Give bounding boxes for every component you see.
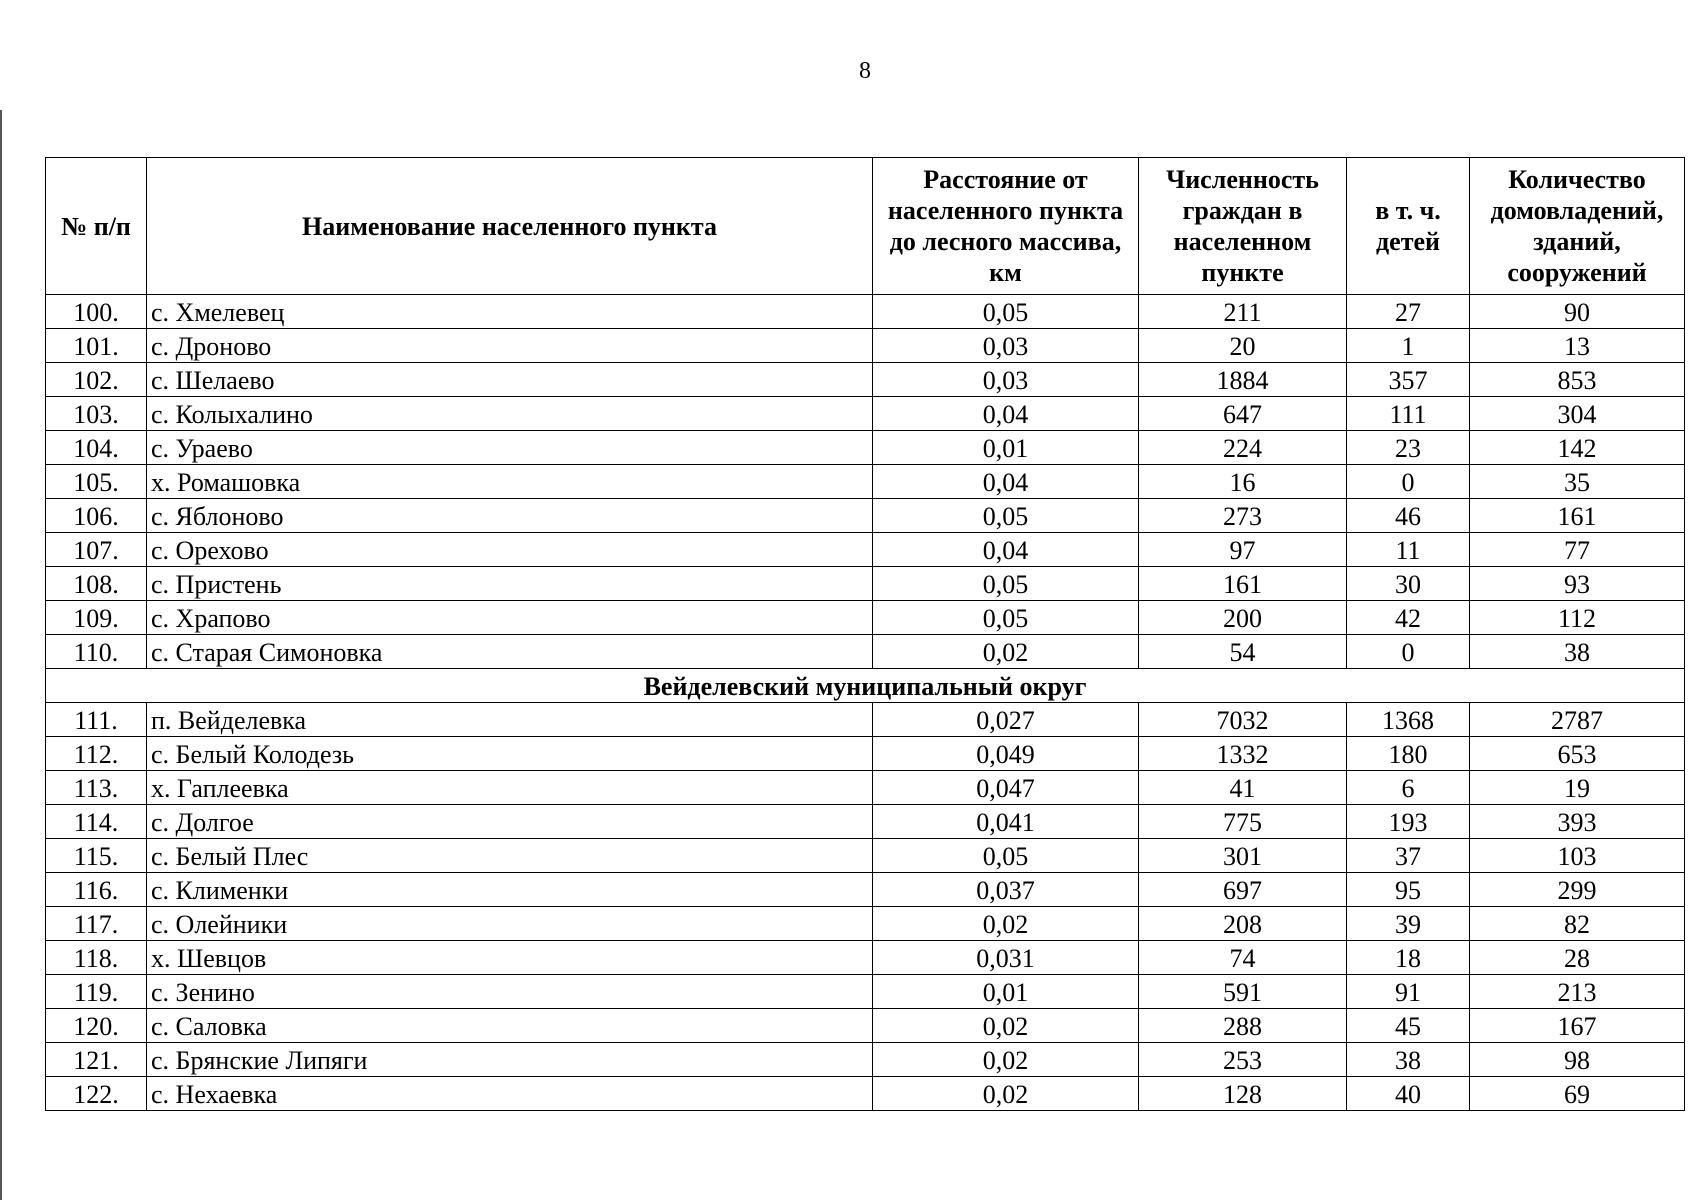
population-count: 54 (1139, 635, 1347, 669)
population-count: 1332 (1139, 737, 1347, 771)
settlements-table (45, 157, 1685, 1111)
table-row (46, 465, 1685, 499)
settlement-name: с. Белый Колодезь (147, 737, 873, 771)
section-body (46, 669, 1685, 703)
distance-to-forest: 0,03 (873, 363, 1139, 397)
population-count: 16 (1139, 465, 1347, 499)
distance-to-forest: 0,01 (873, 975, 1139, 1009)
table-row (46, 771, 1685, 805)
row-number: 100. (46, 295, 147, 329)
row-number: 104. (46, 431, 147, 465)
children-count: 27 (1347, 295, 1470, 329)
section-row (46, 669, 1685, 703)
row-number: 114. (46, 805, 147, 839)
buildings-count: 112 (1470, 601, 1685, 635)
distance-to-forest: 0,05 (873, 567, 1139, 601)
table-row (46, 397, 1685, 431)
row-number: 108. (46, 567, 147, 601)
table-body-group-2 (46, 703, 1685, 1111)
population-count: 301 (1139, 839, 1347, 873)
buildings-count: 69 (1470, 1077, 1685, 1111)
distance-to-forest: 0,02 (873, 1043, 1139, 1077)
settlement-name: х. Шевцов (147, 941, 873, 975)
table-row (46, 805, 1685, 839)
children-count: 193 (1347, 805, 1470, 839)
header-distance: Расстояние от населенного пункта до лесного массива, км (873, 158, 1139, 295)
row-number: 109. (46, 601, 147, 635)
distance-to-forest: 0,049 (873, 737, 1139, 771)
buildings-count: 853 (1470, 363, 1685, 397)
children-count: 38 (1347, 1043, 1470, 1077)
children-count: 46 (1347, 499, 1470, 533)
row-number: 103. (46, 397, 147, 431)
row-number: 116. (46, 873, 147, 907)
population-count: 97 (1139, 533, 1347, 567)
row-number: 102. (46, 363, 147, 397)
settlement-name: с. Орехово (147, 533, 873, 567)
population-count: 208 (1139, 907, 1347, 941)
children-count: 1 (1347, 329, 1470, 363)
children-count: 42 (1347, 601, 1470, 635)
header-buildings: Количество домовладений, зданий, сооружений (1470, 158, 1685, 295)
distance-to-forest: 0,02 (873, 1077, 1139, 1111)
row-number: 110. (46, 635, 147, 669)
settlement-name: с. Брянские Липяги (147, 1043, 873, 1077)
table-row (46, 839, 1685, 873)
row-number: 107. (46, 533, 147, 567)
scan-left-edge (0, 110, 2, 1200)
population-count: 775 (1139, 805, 1347, 839)
buildings-count: 98 (1470, 1043, 1685, 1077)
table-row (46, 295, 1685, 329)
population-count: 647 (1139, 397, 1347, 431)
buildings-count: 35 (1470, 465, 1685, 499)
table-row (46, 873, 1685, 907)
settlement-name: п. Вейделевка (147, 703, 873, 737)
buildings-count: 299 (1470, 873, 1685, 907)
buildings-count: 13 (1470, 329, 1685, 363)
table-row (46, 601, 1685, 635)
settlement-name: с. Клименки (147, 873, 873, 907)
settlement-name: с. Зенино (147, 975, 873, 1009)
buildings-count: 103 (1470, 839, 1685, 873)
page-number: 8 (859, 58, 871, 84)
table-row (46, 329, 1685, 363)
table-row (46, 499, 1685, 533)
distance-to-forest: 0,05 (873, 601, 1139, 635)
population-count: 41 (1139, 771, 1347, 805)
distance-to-forest: 0,04 (873, 465, 1139, 499)
buildings-count: 161 (1470, 499, 1685, 533)
table-row (46, 703, 1685, 737)
children-count: 40 (1347, 1077, 1470, 1111)
population-count: 200 (1139, 601, 1347, 635)
table-row (46, 941, 1685, 975)
table-row (46, 1009, 1685, 1043)
table-row (46, 975, 1685, 1009)
table-row (46, 567, 1685, 601)
row-number: 121. (46, 1043, 147, 1077)
children-count: 0 (1347, 465, 1470, 499)
children-count: 30 (1347, 567, 1470, 601)
row-number: 118. (46, 941, 147, 975)
population-count: 1884 (1139, 363, 1347, 397)
population-count: 697 (1139, 873, 1347, 907)
children-count: 39 (1347, 907, 1470, 941)
children-count: 6 (1347, 771, 1470, 805)
settlement-name: с. Пристень (147, 567, 873, 601)
distance-to-forest: 0,03 (873, 329, 1139, 363)
distance-to-forest: 0,027 (873, 703, 1139, 737)
distance-to-forest: 0,02 (873, 907, 1139, 941)
buildings-count: 77 (1470, 533, 1685, 567)
distance-to-forest: 0,02 (873, 1009, 1139, 1043)
row-number: 105. (46, 465, 147, 499)
population-count: 211 (1139, 295, 1347, 329)
settlement-name: с. Саловка (147, 1009, 873, 1043)
settlement-name: с. Белый Плес (147, 839, 873, 873)
buildings-count: 28 (1470, 941, 1685, 975)
row-number: 120. (46, 1009, 147, 1043)
settlement-name: с. Долгое (147, 805, 873, 839)
row-number: 112. (46, 737, 147, 771)
settlement-name: с. Храпово (147, 601, 873, 635)
table-row (46, 1077, 1685, 1111)
buildings-count: 167 (1470, 1009, 1685, 1043)
settlement-name: с. Хмелевец (147, 295, 873, 329)
table-row (46, 1043, 1685, 1077)
distance-to-forest: 0,01 (873, 431, 1139, 465)
distance-to-forest: 0,05 (873, 295, 1139, 329)
section-title: Вейделевский муниципальный округ (46, 669, 1685, 703)
population-count: 7032 (1139, 703, 1347, 737)
row-number: 117. (46, 907, 147, 941)
row-number: 115. (46, 839, 147, 873)
table-row (46, 635, 1685, 669)
table-row (46, 907, 1685, 941)
buildings-count: 304 (1470, 397, 1685, 431)
children-count: 0 (1347, 635, 1470, 669)
settlement-name: с. Шелаево (147, 363, 873, 397)
buildings-count: 393 (1470, 805, 1685, 839)
children-count: 180 (1347, 737, 1470, 771)
buildings-count: 82 (1470, 907, 1685, 941)
settlement-name: с. Яблоново (147, 499, 873, 533)
buildings-count: 38 (1470, 635, 1685, 669)
table-header (46, 158, 1685, 295)
children-count: 37 (1347, 839, 1470, 873)
population-count: 224 (1139, 431, 1347, 465)
row-number: 122. (46, 1077, 147, 1111)
settlement-name: с. Колыхалино (147, 397, 873, 431)
table-row (46, 363, 1685, 397)
children-count: 95 (1347, 873, 1470, 907)
distance-to-forest: 0,037 (873, 873, 1139, 907)
children-count: 1368 (1347, 703, 1470, 737)
distance-to-forest: 0,041 (873, 805, 1139, 839)
buildings-count: 90 (1470, 295, 1685, 329)
settlement-name: с. Олейники (147, 907, 873, 941)
children-count: 111 (1347, 397, 1470, 431)
header-population: Численность граждан в населенном пункте (1139, 158, 1347, 295)
header-row (46, 158, 1685, 295)
children-count: 18 (1347, 941, 1470, 975)
distance-to-forest: 0,04 (873, 533, 1139, 567)
row-number: 119. (46, 975, 147, 1009)
population-count: 591 (1139, 975, 1347, 1009)
population-count: 253 (1139, 1043, 1347, 1077)
distance-to-forest: 0,031 (873, 941, 1139, 975)
settlement-name: с. Старая Симоновка (147, 635, 873, 669)
buildings-count: 653 (1470, 737, 1685, 771)
population-count: 128 (1139, 1077, 1347, 1111)
children-count: 45 (1347, 1009, 1470, 1043)
buildings-count: 2787 (1470, 703, 1685, 737)
settlement-name: с. Ураево (147, 431, 873, 465)
table-row (46, 431, 1685, 465)
settlement-name: с. Дроново (147, 329, 873, 363)
header-num: № п/п (46, 158, 147, 295)
buildings-count: 19 (1470, 771, 1685, 805)
row-number: 113. (46, 771, 147, 805)
children-count: 11 (1347, 533, 1470, 567)
settlement-name: х. Ромашовка (147, 465, 873, 499)
children-count: 91 (1347, 975, 1470, 1009)
table-row (46, 533, 1685, 567)
settlement-name: с. Нехаевка (147, 1077, 873, 1111)
population-count: 74 (1139, 941, 1347, 975)
distance-to-forest: 0,047 (873, 771, 1139, 805)
population-count: 161 (1139, 567, 1347, 601)
population-count: 273 (1139, 499, 1347, 533)
buildings-count: 142 (1470, 431, 1685, 465)
table-row (46, 737, 1685, 771)
population-count: 288 (1139, 1009, 1347, 1043)
distance-to-forest: 0,05 (873, 839, 1139, 873)
header-name: Наименование населенного пункта (147, 158, 873, 295)
buildings-count: 213 (1470, 975, 1685, 1009)
distance-to-forest: 0,02 (873, 635, 1139, 669)
row-number: 111. (46, 703, 147, 737)
population-count: 20 (1139, 329, 1347, 363)
row-number: 101. (46, 329, 147, 363)
header-children: в т. ч. детей (1347, 158, 1470, 295)
children-count: 357 (1347, 363, 1470, 397)
distance-to-forest: 0,05 (873, 499, 1139, 533)
buildings-count: 93 (1470, 567, 1685, 601)
distance-to-forest: 0,04 (873, 397, 1139, 431)
settlement-name: х. Гаплеевка (147, 771, 873, 805)
children-count: 23 (1347, 431, 1470, 465)
row-number: 106. (46, 499, 147, 533)
table-body-group-1 (46, 295, 1685, 669)
